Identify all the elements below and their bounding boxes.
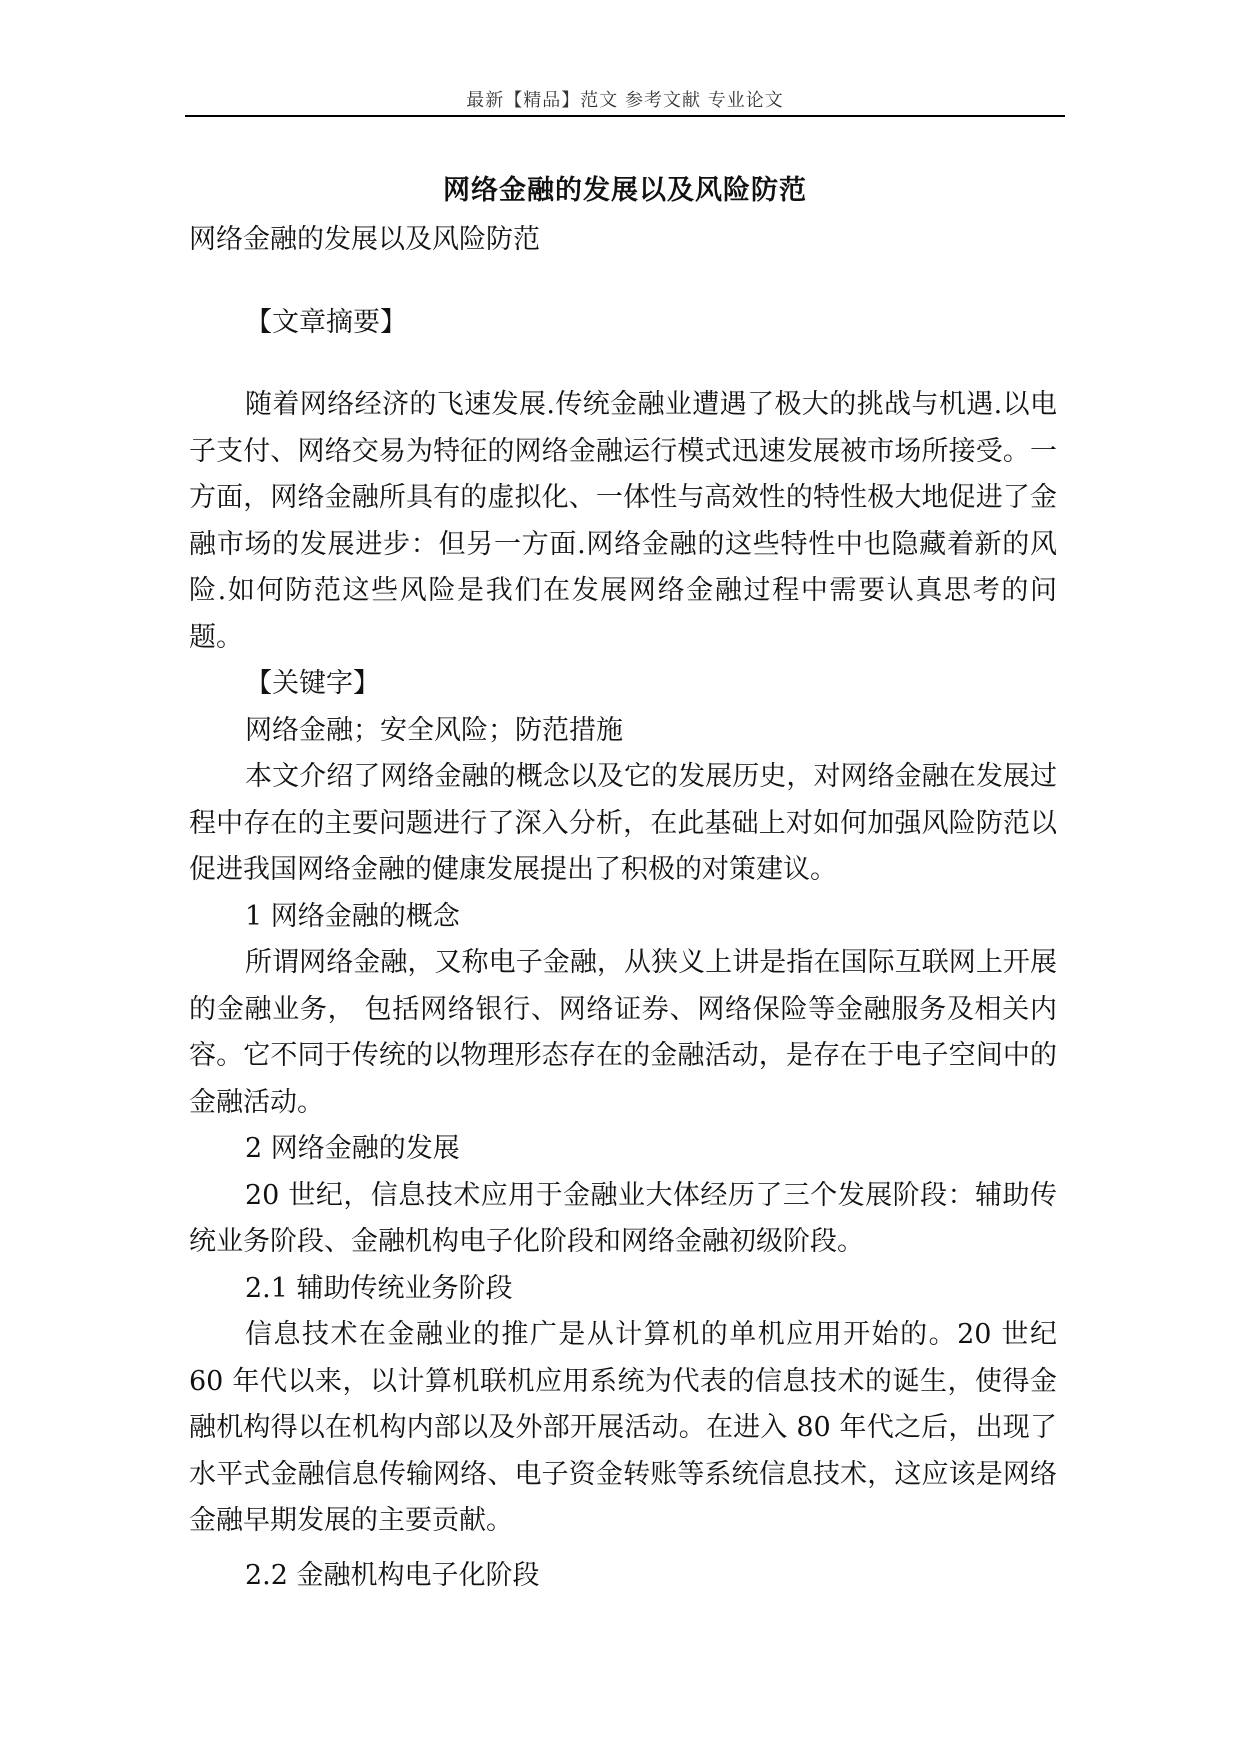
document-body bbox=[189, 217, 1057, 1599]
section-2-1-paragraph: 信息技术在金融业的推广是从计算机的单机应用开始的。20 世纪 60 年代以来，以计算机联机应用系统为代表的信息技术的诞生，使得金融机构得以在机构内部以及外部开展活动。在进入 80 年代之后，出现了水平式金融信息传输网络、电子资金转账等系统信息技术，这应该是网络金融早期发展的主要贡献。 bbox=[189, 1319, 1057, 1536]
subtitle-paragraph: 网络金融的发展以及风险防范 bbox=[189, 224, 540, 255]
section-heading-2-2: 2.2 金融机构电子化阶段 bbox=[245, 1559, 540, 1591]
section-2-paragraph: 20 世纪，信息技术应用于金融业大体经历了三个发展阶段：辅助传统业务阶段、金融机构电子化阶段和网络金融初级阶段。 bbox=[189, 1179, 1057, 1257]
running-header: 最新【精品】范文 参考文献 专业论文 bbox=[466, 90, 784, 111]
section-heading-2: 2 网络金融的发展 bbox=[245, 1133, 460, 1164]
section-heading-2-1: 2.1 辅助传统业务阶段 bbox=[245, 1272, 513, 1304]
abstract-paragraph: 随着网络经济的飞速发展.传统金融业遭遇了极大的挑战与机遇.以电子支付、网络交易为特征的网络金融运行模式迅速发展被市场所接受。一方面，网络金融所具有的虚拟化、一体性与高效性的特性极大地促进了金融市场的发展进步：但另一方面.网络金融的这些特性中也隐藏着新的风险.如何防范这些风险是我们在发展网络金融过程中需要认真思考的问题。 bbox=[189, 389, 1057, 653]
header-rule bbox=[185, 115, 1065, 117]
abstract-heading: 【文章摘要】 bbox=[245, 306, 407, 338]
intro-paragraph: 本文介绍了网络金融的概念以及它的发展历史，对网络金融在发展过程中存在的主要问题进行了深入分析，在此基础上对如何加强风险防范以促进我国网络金融的健康发展提出了积极的对策建议。 bbox=[189, 761, 1057, 885]
keywords-paragraph: 网络金融；安全风险；防范措施 bbox=[245, 714, 623, 746]
document-title: 网络金融的发展以及风险防范 bbox=[443, 175, 807, 206]
keywords-heading: 【关键字】 bbox=[245, 668, 380, 699]
section-1-paragraph: 所谓网络金融，又称电子金融，从狭义上讲是指在国际互联网上开展的金融业务， 包括网络银行、网络证券、网络保险等金融服务及相关内容。它不同于传统的以物理形态存在的金融活动，是存在于电子空间中的金融活动。 bbox=[189, 947, 1057, 1118]
section-heading-1: 1 网络金融的概念 bbox=[245, 900, 460, 932]
